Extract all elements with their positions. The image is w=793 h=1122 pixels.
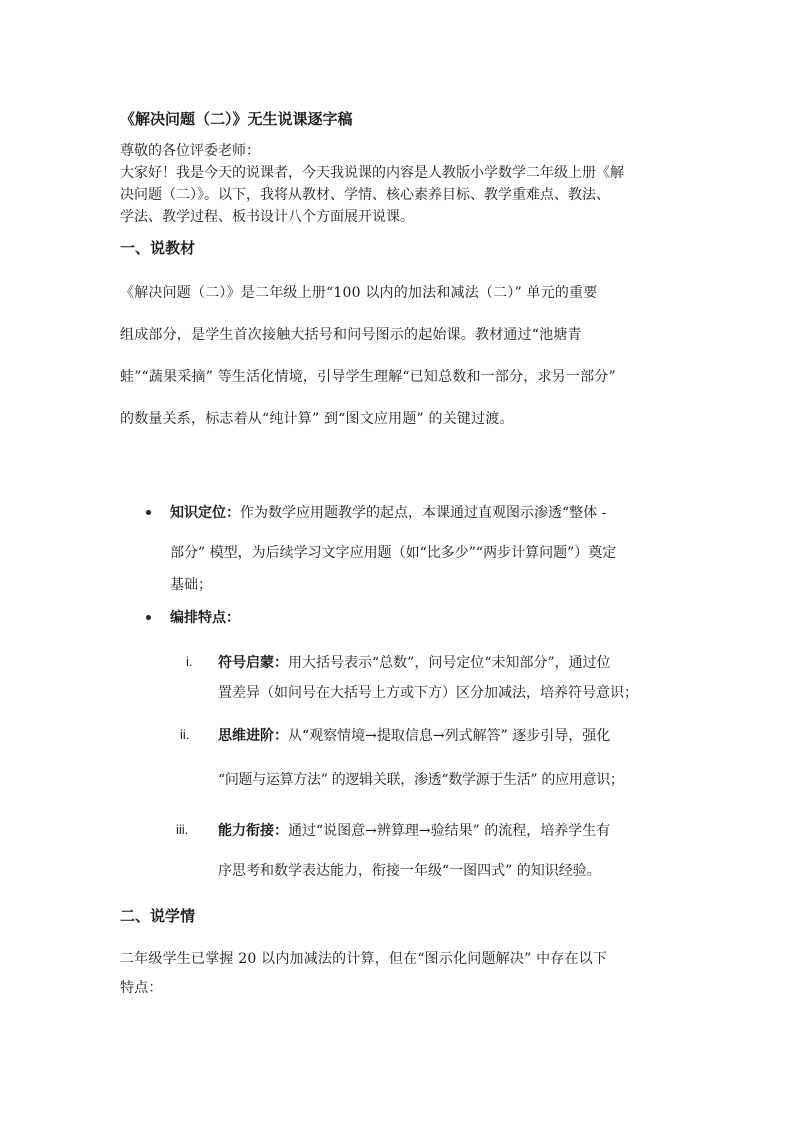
sub-item-label: 思维进阶： (218, 728, 288, 744)
sub-item-text: 通过“说图意→辨算理→验结果” 的流程，培养学生有 (288, 823, 611, 839)
paragraph-line: 的数量关系，标志着从“纯计算” 到“图文应用题” 的关键过渡。 (120, 411, 514, 427)
sub-item-label: 能力衔接： (218, 823, 288, 839)
section-heading-students: 二、说学情 (120, 907, 196, 925)
intro-line-2: 大家好！我是今天的说课者，今天我说课的内容是人教版小学数学二年级上册《解 (120, 165, 624, 181)
sub-item-text: 用大括号表示“总数”，问号定位“未知部分”，通过位 (288, 655, 611, 671)
bullet-item-layout (170, 607, 240, 627)
paragraph-line: 组成部分，是学生首次接触大括号和问号图示的起始课。教材通过“池塘青 (120, 327, 582, 343)
bullet-label: 知识定位： (170, 505, 240, 521)
list-numeral: i. (186, 654, 193, 669)
bullet-text: 部分” 模型，为后续学习文字应用题（如“比多少”“两步计算问题”）奠定 (170, 545, 617, 561)
sub-item-text: 序思考和数学表达能力，衔接一年级“一图四式” 的知识经验。 (218, 863, 601, 879)
bullet-text: 作为数学应用题教学的起点，本课通过直观图示渗透“整体 - (240, 505, 607, 521)
section-heading-textbook: 一、说教材 (120, 239, 196, 257)
bullet-item-knowledge (170, 502, 606, 522)
document-title: 《解决问题（二）》无生说课逐字稿 (120, 110, 353, 128)
bullet-text: 基础； (170, 577, 212, 593)
sub-item-ability (218, 820, 610, 840)
paragraph-line: 二年级学生已掌握 20 以内加减法的计算，但在“图示化问题解决” 中存在以下 (120, 951, 608, 967)
bullet-label: 编排特点： (170, 610, 240, 626)
bullet-icon (146, 615, 151, 620)
list-numeral: ii. (180, 727, 190, 742)
paragraph-line: 《解决问题（二）》是二年级上册“100 以内的加法和减法（二）” 单元的重要 (120, 285, 598, 301)
bullet-icon (146, 510, 151, 515)
intro-line-3: 决问题（二）》。以下，我将从教材、学情、核心素养目标、教学重难点、教法、 (120, 187, 610, 203)
list-numeral: iii. (176, 822, 189, 837)
sub-item-text: 从“观察情境→提取信息→列式解答” 逐步引导，强化 (288, 728, 611, 744)
sub-item-text: 置差异（如问号在大括号上方或下方）区分加减法，培养符号意识； (218, 685, 638, 701)
intro-line-4: 学法、教学过程、板书设计八个方面展开说课。 (120, 209, 414, 225)
sub-item-thinking (218, 725, 610, 745)
sub-item-label: 符号启蒙： (218, 655, 288, 671)
intro-line-1: 尊敬的各位评委老师： (120, 143, 260, 159)
paragraph-line: 特点： (120, 980, 163, 996)
paragraph-line: 蛙”“蔬果采摘” 等生活化情境，引导学生理解“已知总数和一部分，求另一部分” (120, 369, 616, 385)
sub-item-text: “问题与运算方法” 的逻辑关联，渗透“数学源于生活” 的应用意识； (218, 772, 624, 788)
sub-item-symbol (218, 652, 611, 672)
